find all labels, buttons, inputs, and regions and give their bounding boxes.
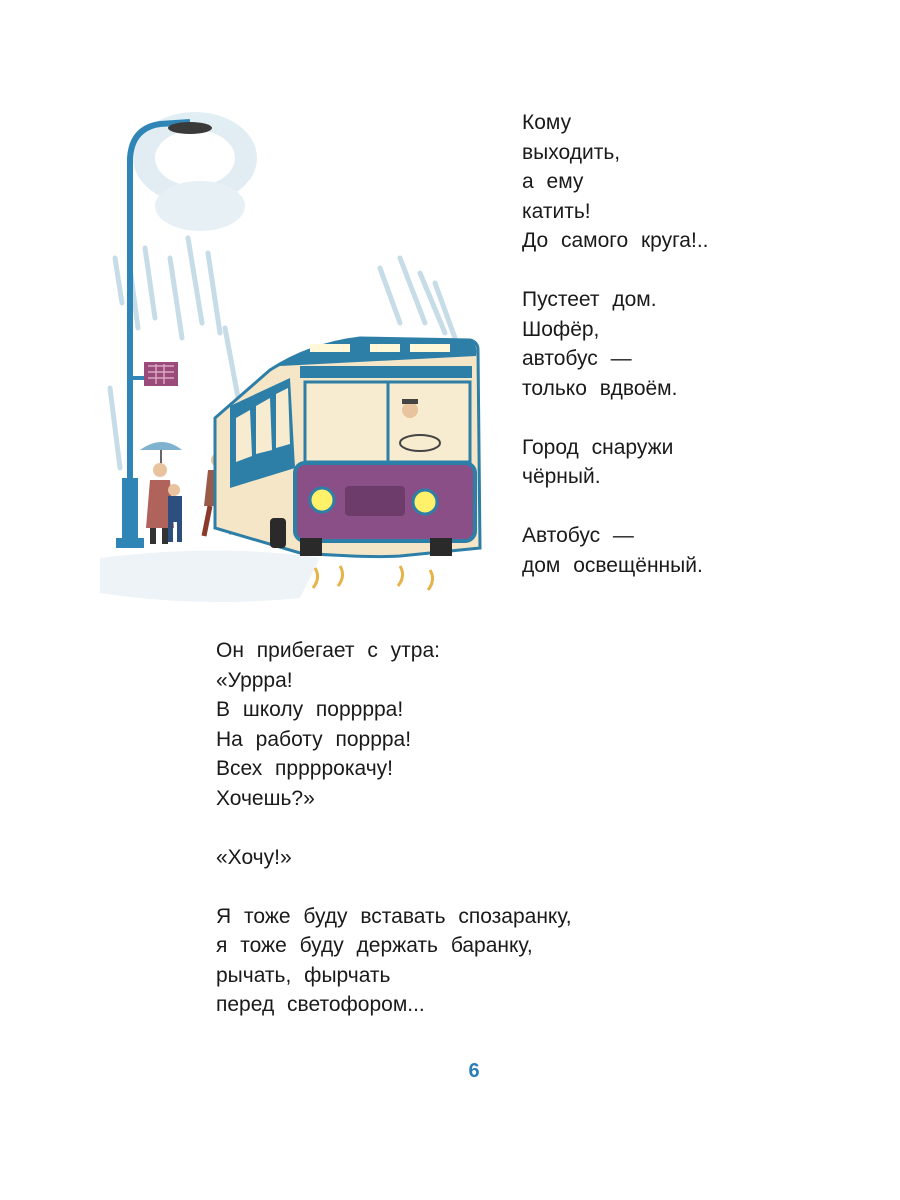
poem-line: В школу порррра! (216, 698, 404, 721)
poem-line: Автобус — (522, 524, 634, 547)
poem-line: Город снаружи (522, 435, 674, 459)
poem-line: Шофёр, (522, 317, 600, 341)
stanza-gap (522, 256, 709, 286)
poem-line: выходить, (522, 140, 621, 164)
bus-stop-illustration (100, 88, 500, 608)
poem-line: «Хочу!» (216, 845, 292, 869)
poem-bottom-column (216, 636, 572, 1020)
poem-line: «Уррра! (216, 668, 293, 692)
poem-line: Всех пррррокачу! (216, 757, 393, 780)
poem-line: Пустеет дом. (522, 288, 657, 311)
poem-line: До самого круга!.. (522, 229, 709, 252)
poem-line: Хочешь?» (216, 786, 315, 810)
poem-right-column (522, 108, 709, 580)
stanza-gap (216, 872, 572, 902)
bus-stop-sign (130, 362, 178, 386)
poem-line: дом освещённый. (522, 553, 703, 577)
stanza-gap (522, 403, 709, 433)
poem-line: Он прибегает с утра: (216, 639, 440, 662)
poem-line: автобус — (522, 347, 632, 370)
poem-line: перед светофором... (216, 993, 425, 1016)
poem-line: На работу порррa! (216, 727, 412, 751)
poem-line: чёрный. (522, 465, 601, 488)
snowy-ground (100, 551, 320, 603)
poem-line: рычать, фырчать (216, 963, 391, 987)
poem-line: Я тоже буду вставать спозаранку, (216, 904, 572, 928)
poem-line: Кому (522, 111, 572, 134)
stanza-gap (216, 813, 572, 843)
poem-line: катить! (522, 199, 591, 223)
poem-line: я тоже буду держать баранку, (216, 934, 533, 957)
poem-line: а ему (522, 170, 584, 193)
page-number: 6 (468, 1060, 480, 1082)
stanza-gap (522, 492, 709, 522)
poem-line: только вдвоём. (522, 376, 678, 400)
